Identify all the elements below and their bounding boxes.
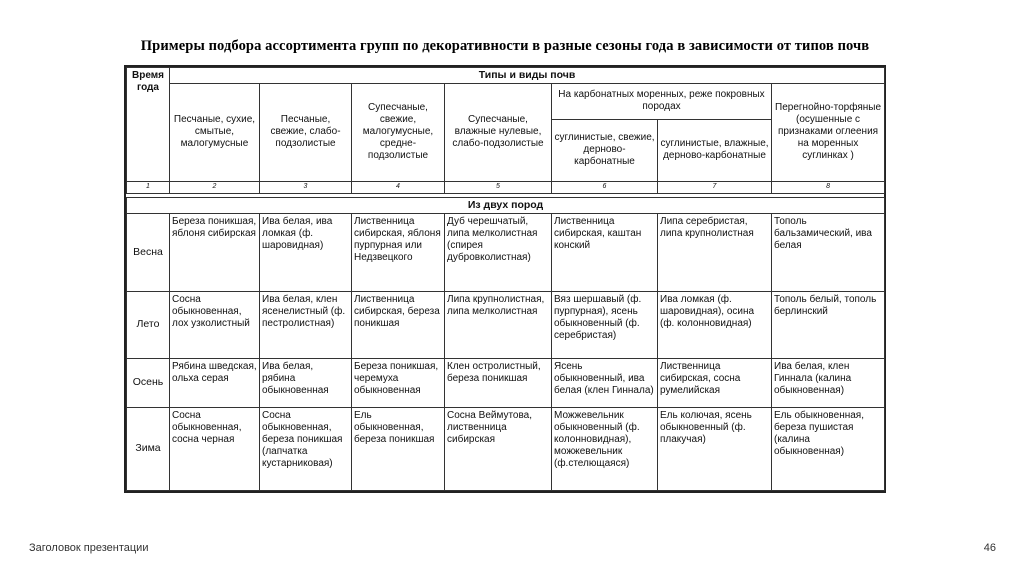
- table-cell: Ива ломкая (ф. шаровидная), осина (ф. колонновидная): [658, 291, 772, 358]
- col-number: 7: [658, 181, 772, 194]
- col-number: 3: [260, 181, 352, 194]
- table-cell: Ива белая, ива ломкая (ф. шаровидная): [260, 213, 352, 291]
- header-carbonate: На карбонатных моренных, реже покровных породах: [552, 83, 772, 119]
- season-label: Зима: [127, 407, 170, 490]
- table-cell: Ива белая, клен ясенелистный (ф. пестролистная): [260, 291, 352, 358]
- table-cell: Дуб черешчатый, липа мелколистная (спирея дубровколистная): [445, 213, 552, 291]
- header-col-2: Песчаные, сухие, смытые, малогумусные: [170, 83, 260, 181]
- presentation-footer-title: Заголовок презентации: [29, 542, 149, 554]
- table-cell: Ива белая, клен Гиннала (калина обыкновенная): [772, 358, 885, 407]
- col-number: 8: [772, 181, 885, 194]
- column-numbers-row: [127, 181, 885, 194]
- table-cell: Ель колючая, ясень обыкновенный (ф. плакучая): [658, 407, 772, 490]
- header-col-5: Супесчаные, влажные нулевые, слабо-подзолистые: [445, 83, 552, 181]
- table-cell: Лиственница сибирская, яблоня пурпурная или Недзвецкого: [352, 213, 445, 291]
- soil-assortment-table: [124, 65, 886, 493]
- table-cell: Лиственница сибирская, береза поникшая: [352, 291, 445, 358]
- header-col-8: Перегнойно-торфяные (осушенные с признаками оглеения на моренных суглинках ): [772, 83, 885, 181]
- table-cell: Липа серебристая, липа крупнолистная: [658, 213, 772, 291]
- table-cell: Ель обыкновенная, береза поникшая: [352, 407, 445, 490]
- table-cell: Сосна обыкновенная, лох узколистный: [170, 291, 260, 358]
- table-cell: Ива белая, рябина обыкновенная: [260, 358, 352, 407]
- table: [126, 67, 885, 491]
- page-number: 46: [983, 542, 996, 554]
- table-cell: Сосна Веймутова, лиственница сибирская: [445, 407, 552, 490]
- header-col-7: суглинистые, влажные, дерново-карбонатные: [658, 120, 772, 181]
- season-label: Лето: [127, 291, 170, 358]
- season-label: Весна: [127, 213, 170, 291]
- table-cell: Лиственница сибирская, каштан конский: [552, 213, 658, 291]
- table-cell: Клен остролистный, береза поникшая: [445, 358, 552, 407]
- table-row: [127, 407, 885, 490]
- table-cell: Можжевельник обыкновенный (ф. колонновидная), можжевельник (ф.стелющаяся): [552, 407, 658, 490]
- table-row: [127, 213, 885, 291]
- table-cell: Ясень обыкновенный, ива белая (клен Гиннала): [552, 358, 658, 407]
- table-cell: Рябина шведская, ольха серая: [170, 358, 260, 407]
- table-cell: Береза поникшая, черемуха обыкновенная: [352, 358, 445, 407]
- table-cell: Липа крупнолистная, липа мелколистная: [445, 291, 552, 358]
- table-row: [127, 358, 885, 407]
- table-row: [127, 291, 885, 358]
- table-cell: Сосна обыкновенная, береза поникшая (лапчатка кустарниковая): [260, 407, 352, 490]
- table-cell: Лиственница сибирская, сосна румелийская: [658, 358, 772, 407]
- col-number: 5: [445, 181, 552, 194]
- slide-title: Примеры подбора ассортимента групп по декоративности в разные сезоны года в зависимости от типов почв: [140, 38, 870, 54]
- col-number: 4: [352, 181, 445, 194]
- season-label: Осень: [127, 358, 170, 407]
- header-col-3: Песчаные, свежие, слабо-подзолистые: [260, 83, 352, 181]
- table-cell: Сосна обыкновенная, сосна черная: [170, 407, 260, 490]
- table-cell: Тополь бальзамический, ива белая: [772, 213, 885, 291]
- table-cell: Тополь белый, тополь берлинский: [772, 291, 885, 358]
- table-cell: Вяз шершавый (ф. пурпурная), ясень обыкновенный (ф. серебристая): [552, 291, 658, 358]
- col-number: 6: [552, 181, 658, 194]
- soil-types-header: Типы и виды почв: [170, 68, 885, 84]
- header-col-6: суглинистые, свежие, дерново-карбонатные: [552, 120, 658, 181]
- table-cell: Береза поникшая, яблоня сибирская: [170, 213, 260, 291]
- season-header: Время года: [127, 68, 170, 182]
- header-col-4: Супесчаные, свежие, малогумусные, средне-подзолистые: [352, 83, 445, 181]
- col-number: 2: [170, 181, 260, 194]
- col-number: 1: [127, 181, 170, 194]
- group-title: Из двух пород: [127, 198, 885, 214]
- table-cell: Ель обыкновенная, береза пушистая (калина обыкновенная): [772, 407, 885, 490]
